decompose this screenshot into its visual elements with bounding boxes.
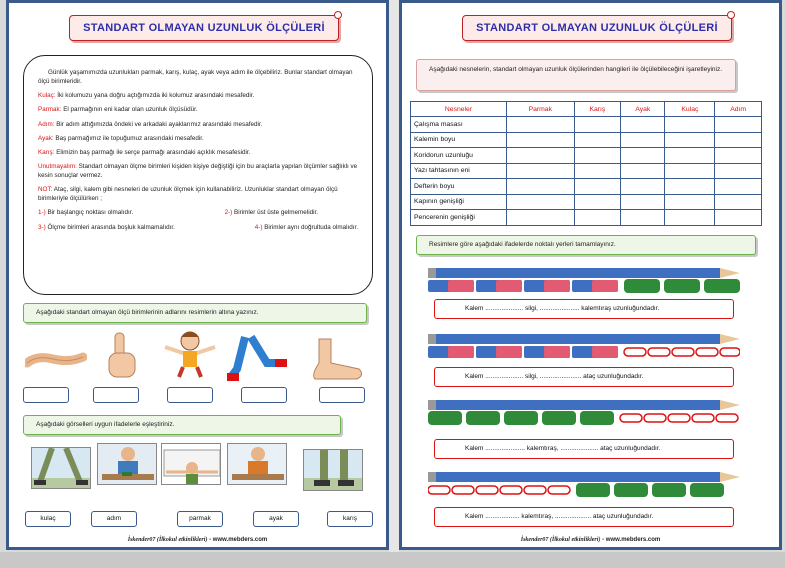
check-cell[interactable] [665,179,715,195]
sentence-2[interactable]: Kalem ..................... silgi, ....................... ataç uzunluğundadır. [434,367,734,387]
left-footer: İskender07 (İlkokul etkinlikleri) - www.mebders.com [127,537,268,543]
eraser-clip-row [428,345,740,359]
answer-box-4[interactable] [241,387,287,403]
sentence-4[interactable]: Kalem ................... kalemtıraş, .................... ataç uzunluğundadır. [434,507,734,527]
foot-picture [305,335,367,385]
right-question-2: Resimlere göre aşağıdaki ifadelerde noktalı yerleri tamamlayınız. [416,235,756,255]
check-cell[interactable] [507,179,575,195]
right-title-banner [462,15,732,41]
rules-row-1 [38,208,358,217]
check-cell[interactable] [574,210,621,226]
table-header: Kulaç [665,102,715,117]
feet-photo [303,449,363,491]
check-cell[interactable] [621,132,665,148]
kid-measuring-desk-photo [97,443,157,485]
row-label: Koridorun uzunluğu [411,148,507,164]
kid-arm-span-board-photo [161,443,221,485]
page-gutter [389,0,399,568]
table-row [411,163,762,179]
rule-2: 2-) Birimler üst üste gelmemelidir. [224,209,318,217]
definition-4: Karış: Elimizin baş parmağı ile serçe parmağı arasındaki açıklık mesafesidir. [38,148,251,156]
walking-step-photo [31,447,91,489]
girl-picture [159,329,221,379]
right-page-title: STANDART OLMAYAN UZUNLUK ÖLÇÜLERİ [476,22,718,34]
answer-box-2[interactable] [93,387,139,403]
check-cell[interactable] [574,132,621,148]
table-row [411,179,762,195]
label-ayak[interactable]: ayak [253,511,299,527]
rule-3: 3-) Ölçme birimleri arasında boşluk kalmamalıdır. [38,223,175,231]
check-cell[interactable] [621,117,665,133]
sentence-3[interactable]: Kalem ...................... kalemtıraş, ..................... ataç uzunluğundadır. [434,439,734,459]
banner-curl-icon [727,11,735,19]
rules-row-2 [38,223,358,232]
answer-box-5[interactable] [319,387,365,403]
left-question-2: Aşağıdaki görselleri uygun ifadelerle eşleştiriniz. [23,415,341,435]
table-header: Ayak [621,102,665,117]
table-row [411,210,762,226]
definition-3: Ayak: Baş parmağımız ile topuğumuz arasındaki mesafedir. [38,134,204,142]
rule-4: 4-) Birimler aynı doğrultuda olmalıdır. [254,223,358,231]
info-text-box [23,55,373,295]
definition-2: Adım: Bir adım attığımızda öndeki ve arkadaki ayaklarımız arasındaki mesafedir. [38,120,263,128]
check-cell[interactable] [715,163,762,179]
left-worksheet-page [6,0,389,550]
clip-sharpener-row [428,483,740,497]
rule-1: 1-) Bir başlangıç noktası olmalıdır. [38,209,134,217]
row-label: Pencerenin genişliği [411,210,507,226]
label-karis[interactable]: karış [327,511,373,527]
banner-curl-icon [334,11,342,19]
check-cell[interactable] [507,117,575,133]
check-cell[interactable] [621,163,665,179]
check-cell[interactable] [507,194,575,210]
answer-box-1[interactable] [23,387,69,403]
check-cell[interactable] [665,210,715,226]
check-cell[interactable] [715,148,762,164]
measurement-table [410,101,762,226]
row-label: Çalışma masası [411,117,507,133]
right-footer: İskender07 (İlkokul etkinlikleri) - www.mebders.com [520,537,661,543]
answer-box-3[interactable] [167,387,213,403]
sharpener-clip-row [428,411,740,425]
kid-hand-span-photo [227,443,287,485]
check-cell[interactable] [574,148,621,164]
row-label: Kapının genişliği [411,194,507,210]
check-cell[interactable] [665,163,715,179]
row-label: Yazı tahtasının eni [411,163,507,179]
check-cell[interactable] [507,148,575,164]
table-header: Nesneler [411,102,507,117]
check-cell[interactable] [715,194,762,210]
eraser-row [428,279,740,293]
step-legs-picture [227,333,289,383]
check-cell[interactable] [665,132,715,148]
arm-span-picture [25,333,87,383]
check-cell[interactable] [507,163,575,179]
check-cell[interactable] [665,194,715,210]
table-header: Adım [715,102,762,117]
check-cell[interactable] [621,194,665,210]
table-header: Parmak [507,102,575,117]
left-page-title: STANDART OLMAYAN UZUNLUK ÖLÇÜLERİ [83,22,325,34]
check-cell[interactable] [665,148,715,164]
label-parmak[interactable]: parmak [177,511,223,527]
table-row [411,117,762,133]
check-cell[interactable] [715,210,762,226]
check-cell[interactable] [621,210,665,226]
check-cell[interactable] [574,163,621,179]
left-question-1: Aşağıdaki standart olmayan ölçü birimlerinin adlarını resimlerin altına yazınız. [23,303,367,323]
finger-picture [93,329,155,379]
label-adim[interactable]: adım [91,511,137,527]
check-cell[interactable] [574,179,621,195]
label-kulac[interactable]: kulaç [25,511,71,527]
definition-1: Parmak: El parmağının eni kadar olan uzunluk ölçüsüdür. [38,106,198,114]
table-row [411,194,762,210]
check-cell[interactable] [621,179,665,195]
row-label: Kalemin boyu [411,132,507,148]
table-row [411,148,762,164]
check-cell[interactable] [715,117,762,133]
check-cell[interactable] [715,179,762,195]
check-cell[interactable] [574,117,621,133]
definition-0: Kulaç: İki kolumuzu yana doğru açtığımızda iki kolumuz arasındaki mesafedir. [38,92,255,100]
check-cell[interactable] [665,117,715,133]
bottom-bar [0,552,785,568]
intro-text: Günlük yaşamımızda uzunlukları parmak, karış, kulaç, ayak veya adım ile ölçebiliriz. Bunlar standart olmayan ölçü birimleridir. [38,69,353,86]
left-title-banner [69,15,339,41]
right-worksheet-page [399,0,782,550]
check-cell[interactable] [574,194,621,210]
right-question-1: Aşağıdaki nesnelerin, standart olmayan uzunluk ölçülerinden hangileri ile ölçülebileceğini işaretleyiniz. [416,59,736,91]
definition-6: NOT: Ataç, silgi, kalem gibi nesneleri de uzunluk ölçmek için kullanabiliriz. Uzunluklar standart olmayan ölçü birimleriyle ölçülürken ; [38,186,338,203]
definition-5: Unutmayalım: Standart olmayan ölçme birimleri kişiden kişiye değiştiği için bu araçlarla yapılan ölçümler sağlıklı ve kesin sonuçlar vermez. [38,162,358,179]
check-cell[interactable] [507,132,575,148]
row-label: Defterin boyu [411,179,507,195]
check-cell[interactable] [621,148,665,164]
check-cell[interactable] [715,132,762,148]
table-row [411,132,762,148]
check-cell[interactable] [507,210,575,226]
table-header: Karış [574,102,621,117]
sentence-1[interactable]: Kalem ..................... silgi, ...................... kalemtıraş uzunluğundadır. [434,299,734,319]
